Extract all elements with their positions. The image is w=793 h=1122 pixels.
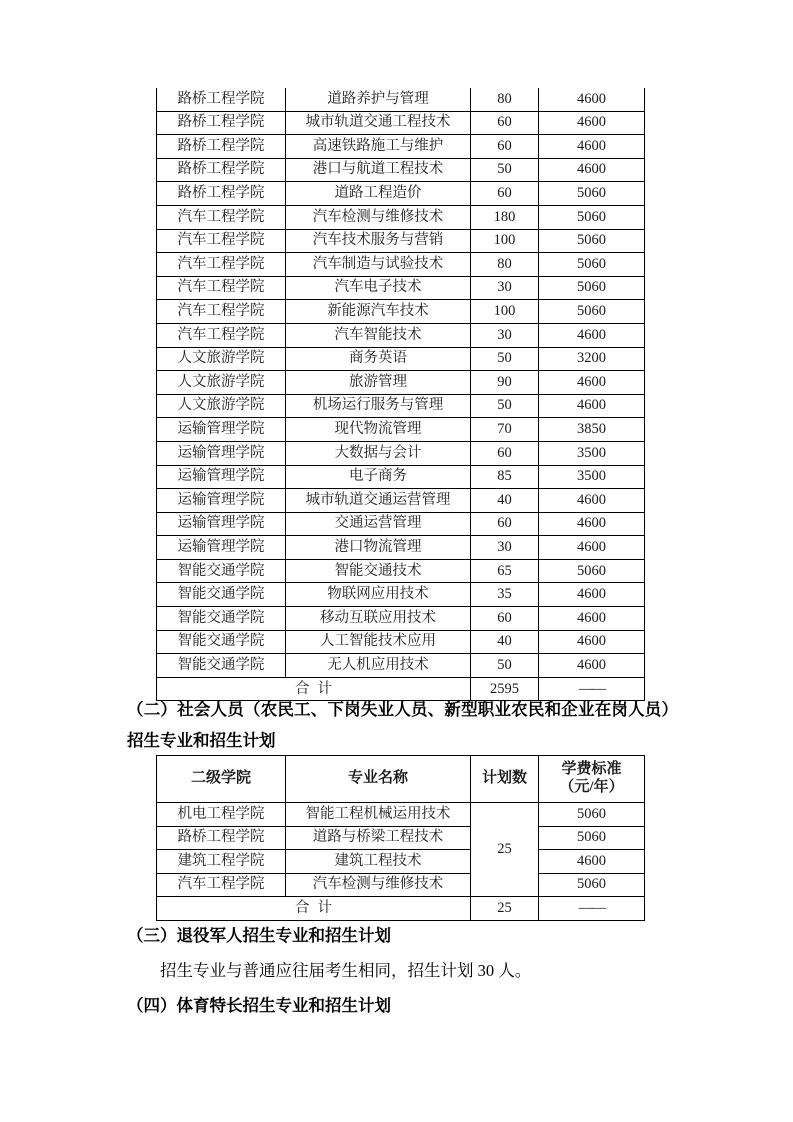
cell-major: 机场运行服务与管理 (286, 394, 471, 418)
cell-college: 人文旅游学院 (157, 347, 286, 371)
cell-college: 汽车工程学院 (157, 323, 286, 347)
cell-college: 运输管理学院 (157, 441, 286, 465)
cell-tuition: 4600 (539, 88, 645, 111)
cell-plan-count: 70 (471, 418, 539, 442)
cell-tuition: 4600 (539, 583, 645, 607)
table-row (157, 559, 645, 583)
cell-college: 运输管理学院 (157, 536, 286, 560)
cell-tuition: 4600 (539, 536, 645, 560)
column-header-plan-count: 计划数 (471, 756, 539, 803)
cell-college: 人文旅游学院 (157, 394, 286, 418)
table-header-row (157, 756, 645, 803)
cell-tuition: 5060 (539, 559, 645, 583)
cell-major: 物联网应用技术 (286, 583, 471, 607)
cell-total-label: 合计 (157, 677, 471, 701)
cell-major: 现代物流管理 (286, 418, 471, 442)
cell-tuition: 4600 (539, 158, 645, 182)
cell-college: 运输管理学院 (157, 465, 286, 489)
column-header-major: 专业名称 (286, 756, 471, 803)
cell-college: 汽车工程学院 (157, 229, 286, 253)
cell-total-tuition: —— (539, 677, 645, 701)
table-row (157, 276, 645, 300)
cell-tuition: 5060 (539, 253, 645, 277)
cell-major: 汽车检测与维修技术 (286, 205, 471, 229)
table-row (157, 536, 645, 560)
table-row (157, 158, 645, 182)
cell-major: 大数据与会计 (286, 441, 471, 465)
cell-tuition: 4600 (539, 135, 645, 159)
table-row (157, 205, 645, 229)
cell-plan-count: 50 (471, 158, 539, 182)
social-admission-table-head (157, 756, 645, 803)
cell-tuition: 5060 (539, 873, 645, 897)
cell-plan-count: 85 (471, 465, 539, 489)
cell-college: 路桥工程学院 (157, 158, 286, 182)
cell-tuition: 4600 (539, 607, 645, 631)
cell-tuition: 4600 (539, 512, 645, 536)
cell-total-plan: 2595 (471, 677, 539, 701)
cell-plan-count: 90 (471, 371, 539, 395)
cell-tuition: 4600 (539, 371, 645, 395)
cell-tuition: 5060 (539, 803, 645, 827)
cell-college: 运输管理学院 (157, 512, 286, 536)
cell-tuition: 4600 (539, 630, 645, 654)
table-row (157, 253, 645, 277)
cell-college: 运输管理学院 (157, 418, 286, 442)
cell-plan-count: 30 (471, 276, 539, 300)
cell-major: 商务英语 (286, 347, 471, 371)
cell-major: 汽车制造与试验技术 (286, 253, 471, 277)
table-row (157, 803, 645, 827)
cell-major: 人工智能技术应用 (286, 630, 471, 654)
cell-college: 汽车工程学院 (157, 205, 286, 229)
cell-plan-count: 60 (471, 182, 539, 206)
regular-admission-plan-table (156, 88, 645, 701)
cell-college: 路桥工程学院 (157, 88, 286, 111)
cell-college: 智能交通学院 (157, 654, 286, 678)
cell-plan-count-merged: 25 (471, 803, 539, 897)
cell-major: 城市轨道交通工程技术 (286, 111, 471, 135)
cell-plan-count: 100 (471, 229, 539, 253)
cell-plan-count: 40 (471, 630, 539, 654)
tuition-header-line2: （元/年） (559, 779, 624, 795)
cell-college: 人文旅游学院 (157, 371, 286, 395)
cell-tuition: 3500 (539, 441, 645, 465)
cell-tuition: 5060 (539, 826, 645, 850)
cell-tuition: 4600 (539, 654, 645, 678)
cell-major: 汽车电子技术 (286, 276, 471, 300)
cell-tuition: 3200 (539, 347, 645, 371)
table-row (157, 850, 645, 874)
cell-major: 电子商务 (286, 465, 471, 489)
table-row (157, 630, 645, 654)
cell-tuition: 3500 (539, 465, 645, 489)
cell-major: 新能源汽车技术 (286, 300, 471, 324)
cell-tuition: 4600 (539, 394, 645, 418)
table-row (157, 826, 645, 850)
table-row (157, 418, 645, 442)
cell-college: 机电工程学院 (157, 803, 286, 827)
table-row (157, 182, 645, 206)
cell-major: 智能工程机械运用技术 (286, 803, 471, 827)
cell-plan-count: 40 (471, 489, 539, 513)
cell-major: 交通运营管理 (286, 512, 471, 536)
cell-tuition: 4600 (539, 323, 645, 347)
cell-tuition: 5060 (539, 182, 645, 206)
section-heading-sports-talent: （四）体育特长招生专业和招生计划 (127, 996, 391, 1015)
table-row (157, 607, 645, 631)
cell-major: 移动互联应用技术 (286, 607, 471, 631)
cell-plan-count: 80 (471, 253, 539, 277)
cell-tuition: 5060 (539, 276, 645, 300)
table-row (157, 111, 645, 135)
table-row (157, 441, 645, 465)
cell-plan-count: 60 (471, 512, 539, 536)
cell-college: 建筑工程学院 (157, 850, 286, 874)
table-row (157, 465, 645, 489)
cell-tuition: 4600 (539, 489, 645, 513)
table-row (157, 394, 645, 418)
cell-major: 汽车检测与维修技术 (286, 873, 471, 897)
cell-college: 汽车工程学院 (157, 276, 286, 300)
cell-plan-count: 50 (471, 394, 539, 418)
table-row (157, 371, 645, 395)
table-row (157, 135, 645, 159)
cell-major: 无人机应用技术 (286, 654, 471, 678)
cell-plan-count: 50 (471, 654, 539, 678)
table-row (157, 489, 645, 513)
cell-college: 路桥工程学院 (157, 826, 286, 850)
cell-major: 港口与航道工程技术 (286, 158, 471, 182)
table-row (157, 300, 645, 324)
table-row (157, 873, 645, 897)
table-row (157, 88, 645, 111)
cell-major: 城市轨道交通运营管理 (286, 489, 471, 513)
cell-total-plan: 25 (471, 897, 539, 921)
cell-college: 路桥工程学院 (157, 135, 286, 159)
cell-major: 汽车技术服务与营销 (286, 229, 471, 253)
regular-admission-table-body (157, 88, 645, 701)
cell-plan-count: 180 (471, 205, 539, 229)
cell-college: 汽车工程学院 (157, 253, 286, 277)
cell-college: 智能交通学院 (157, 607, 286, 631)
social-admission-table-body (157, 803, 645, 921)
cell-college: 汽车工程学院 (157, 873, 286, 897)
section-heading-veteran: （三）退役军人招生专业和招生计划 (127, 926, 391, 945)
column-header-college: 二级学院 (157, 756, 286, 803)
table-total-row (157, 897, 645, 921)
cell-plan-count: 60 (471, 607, 539, 631)
table-row (157, 229, 645, 253)
table-row (157, 323, 645, 347)
cell-major: 港口物流管理 (286, 536, 471, 560)
table-row (157, 512, 645, 536)
cell-college: 路桥工程学院 (157, 111, 286, 135)
cell-major: 高速铁路施工与维护 (286, 135, 471, 159)
cell-major: 道路与桥梁工程技术 (286, 826, 471, 850)
cell-major: 建筑工程技术 (286, 850, 471, 874)
cell-major: 智能交通技术 (286, 559, 471, 583)
social-admission-plan-table (156, 755, 645, 921)
cell-college: 运输管理学院 (157, 489, 286, 513)
cell-plan-count: 60 (471, 441, 539, 465)
table-row (157, 347, 645, 371)
column-header-tuition-standard (539, 756, 645, 803)
table-row (157, 583, 645, 607)
cell-tuition: 5060 (539, 300, 645, 324)
table-row (157, 654, 645, 678)
cell-college: 汽车工程学院 (157, 300, 286, 324)
cell-major: 汽车智能技术 (286, 323, 471, 347)
cell-major: 旅游管理 (286, 371, 471, 395)
cell-plan-count: 30 (471, 536, 539, 560)
cell-plan-count: 50 (471, 347, 539, 371)
cell-tuition: 5060 (539, 229, 645, 253)
cell-plan-count: 100 (471, 300, 539, 324)
cell-plan-count: 65 (471, 559, 539, 583)
cell-major: 道路养护与管理 (286, 88, 471, 111)
cell-plan-count: 80 (471, 88, 539, 111)
cell-college: 智能交通学院 (157, 630, 286, 654)
section-heading-social-personnel: （二）社会人员（农民工、下岗失业人员、新型职业农民和企业在岗人员）招生专业和招生计划 (127, 700, 678, 750)
cell-tuition: 4600 (539, 111, 645, 135)
cell-tuition: 4600 (539, 850, 645, 874)
cell-college: 智能交通学院 (157, 559, 286, 583)
cell-plan-count: 60 (471, 111, 539, 135)
cell-total-label: 合计 (157, 897, 471, 921)
cell-major: 道路工程造价 (286, 182, 471, 206)
cell-tuition: 5060 (539, 205, 645, 229)
cell-tuition: 3850 (539, 418, 645, 442)
cell-plan-count: 35 (471, 583, 539, 607)
cell-total-tuition: —— (539, 897, 645, 921)
section-body-veteran: 招生专业与普通应往届考生相同，招生计划 30 人。 (160, 961, 532, 980)
cell-college: 路桥工程学院 (157, 182, 286, 206)
cell-plan-count: 60 (471, 135, 539, 159)
tuition-header-line1: 学费标准 (561, 761, 622, 778)
cell-plan-count: 30 (471, 323, 539, 347)
cell-college: 智能交通学院 (157, 583, 286, 607)
